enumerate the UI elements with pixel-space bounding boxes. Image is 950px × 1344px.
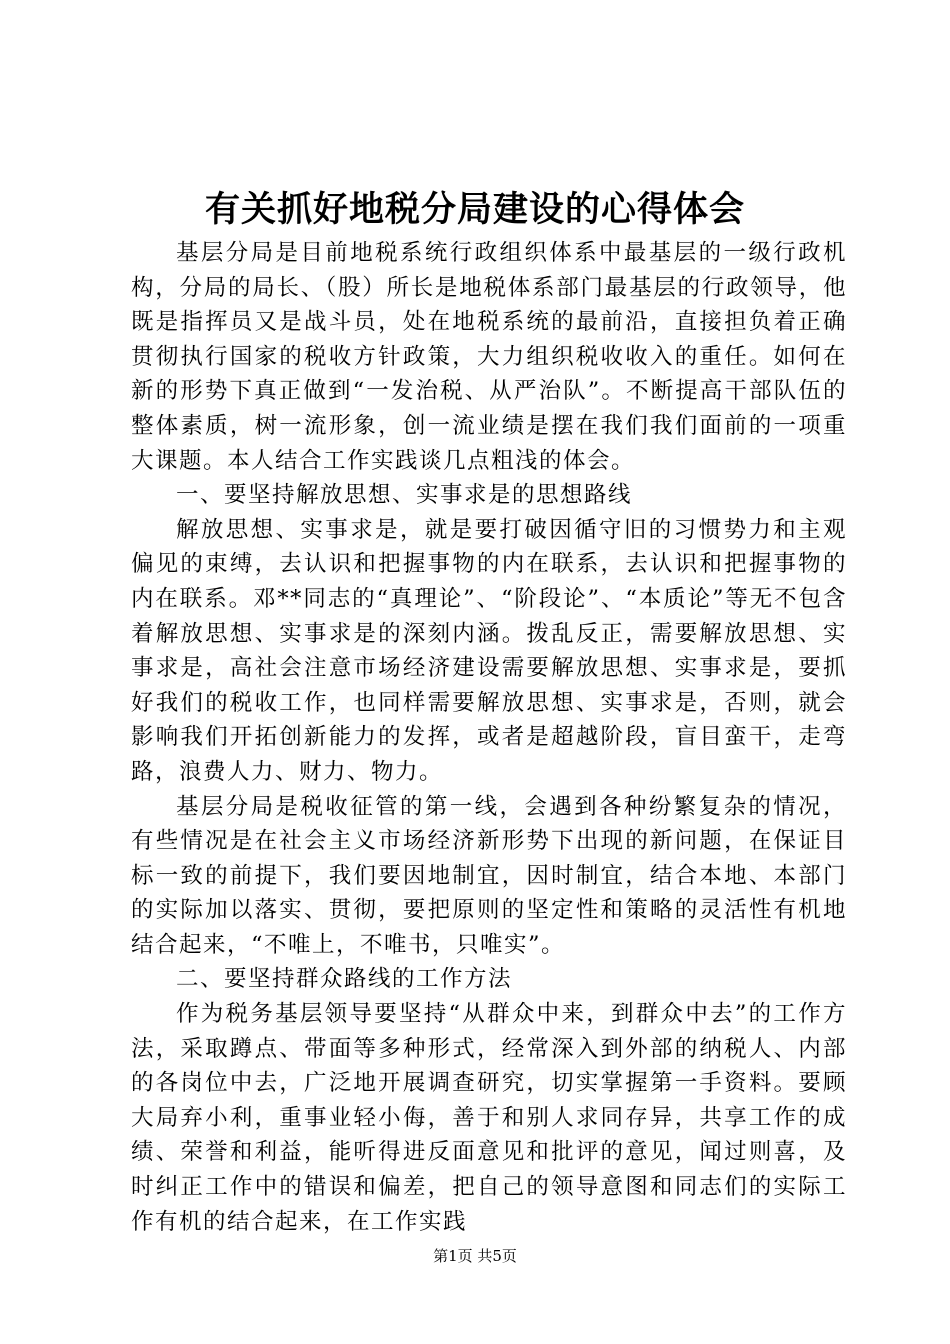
page-footer: 第1页 共5页 xyxy=(433,1247,517,1265)
paragraph-section1-a: 解放思想、实事求是，就是要打破因循守旧的习惯势力和主观偏见的束缚，去认识和把握事物的内在联系，去认识和把握事物的内在联系。邓**同志的“真理论”、“阶段论”、“本质论”等无不包含着解放思想、实事求是的深刻内涵。拨乱反正，需要解放思想、实事求是，高社会注意市场经济建设需要解放思想、实事求是，要抓好我们的税收工作，也同样需要解放思想、实事求是，否则，就会影响我们开拓创新能力的发挥，或者是超越阶段，盲目蛮干，走弯路，浪费人力、财力、物力。 xyxy=(131,516,847,785)
paragraph-intro: 基层分局是目前地税系统行政组织体系中最基层的一级行政机构，分局的局长、（股）所长是地税体系部门最基层的行政领导，他既是指挥员又是战斗员，处在地税系统的最前沿，直接担负着正确贯彻执行国家的税收方针政策，大力组织税收收入的重任。如何在新的形势下真正做到“一发治税、从严治队”。不断提高干部队伍的整体素质，树一流形象，创一流业绩是摆在我们我们面前的一项重大课题。本人结合工作实践谈几点粗浅的体会。 xyxy=(131,240,847,474)
paragraph-section2-a: 作为税务基层领导要坚持“从群众中来，到群众中去”的工作方法，采取蹲点、带面等多种形式，经常深入到外部的纳税人、内部的各岗位中去，广泛地开展调查研究，切实掌握第一手资料。要顾大局弃小利，重事业轻小侮，善于和别人求同存异，共享工作的成绩、荣誉和利益，能听得进反面意见和批评的意见，闻过则喜，及时纠正工作中的错误和偏差，把自己的领导意图和同志们的实际工作有机的结合起来，在工作实践 xyxy=(131,1001,847,1235)
section-heading-1: 一、要坚持解放思想、实事求是的思想路线 xyxy=(176,482,633,509)
section-heading-2: 二、要坚持群众路线的工作方法 xyxy=(176,966,513,993)
paragraph-section1-b: 基层分局是税收征管的第一线，会遇到各种纷繁复杂的情况，有些情况是在社会主义市场经济新形势下出现的新问题，在保证目标一致的前提下，我们要因地制宜，因时制宜，结合本地、本部门的实际加以落实、贯彻，要把原则的坚定性和策略的灵活性有机地结合起来，“不唯上，不唯书，只唯实”。 xyxy=(131,793,847,958)
document-title: 有关抓好地税分局建设的心得体会 xyxy=(204,189,745,230)
document-body xyxy=(131,236,847,1239)
